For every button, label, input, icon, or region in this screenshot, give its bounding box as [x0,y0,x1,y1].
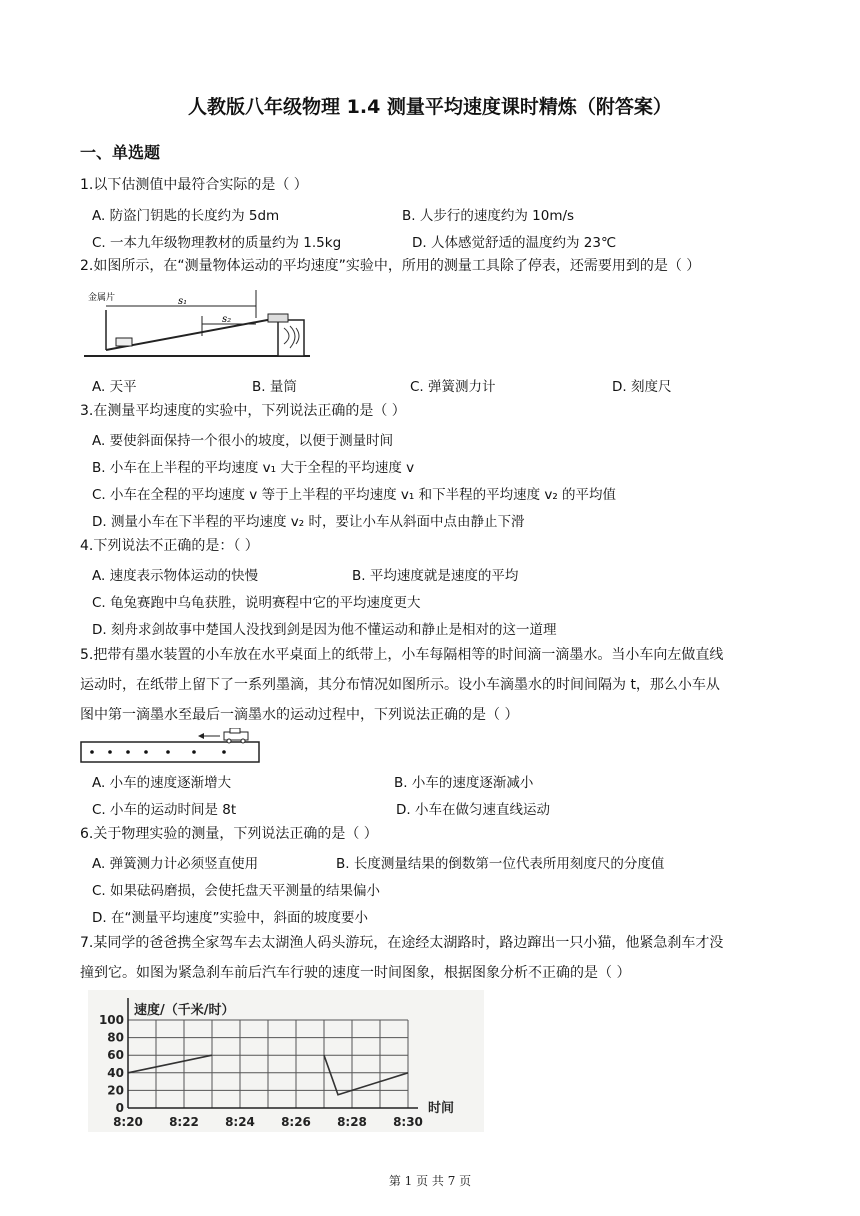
x-tick-label: 8:22 [169,1115,199,1129]
question-4-option-b: B. 平均速度就是速度的平均 [352,568,519,584]
question-5-stem-line-1: 5.把带有墨水装置的小车放在水平桌面上的纸带上，小车每隔相等的时间滴一滴墨水。当小车向左做直线 [80,647,724,663]
y-tick-label: 100 [98,1013,124,1027]
page-footer: 第 1 页 共 7 页 [388,1174,472,1188]
incline-experiment-figure [82,284,312,362]
question-7-stem-line-2: 撞到它。如图为紧急刹车前后汽车行驶的速度一时间图象，根据图象分析不正确的是（ ） [80,965,631,981]
question-5-option-c: C. 小车的运动时间是 8t [92,802,237,818]
page-title: 人教版八年级物理 1.4 测量平均速度课时精炼（附答案） [188,96,672,118]
question-1-option-b: B. 人步行的速度约为 10m/s [402,208,575,224]
x-tick-label: 8:24 [225,1115,255,1129]
y-tick-label: 0 [115,1101,124,1115]
question-5-stem [80,640,790,730]
question-6-option-c: C. 如果砝码磨损，会使托盘天平测量的结果偏小 [92,883,381,899]
question-2-stem: 2.如图所示，在“测量物体运动的平均速度”实验中，所用的测量工具除了停表，还需要用到的是（ ） [80,258,701,274]
question-2-option-a: A. 天平 [92,379,137,395]
y-tick-label: 80 [107,1030,124,1045]
question-4-option-a: A. 速度表示物体运动的快慢 [92,568,259,584]
question-6-option-a: A. 弹簧测力计必须竖直使用 [92,856,259,872]
question-7-stem [80,928,790,988]
question-1-option-c: C. 一本九年级物理教材的质量约为 1.5kg [92,235,342,251]
question-5-option-d: D. 小车在做匀速直线运动 [396,802,550,818]
question-5-option-b: B. 小车的速度逐渐减小 [394,775,534,791]
question-1-stem: 1.以下估测值中最符合实际的是（ ） [80,177,308,193]
question-6-option-b: B. 长度测量结果的倒数第一位代表所用刻度尺的分度值 [336,856,665,872]
x-tick-label: 8:28 [337,1115,367,1129]
section-heading: 一、单选题 [80,143,161,162]
question-5-stem-line-2: 运动时，在纸带上留下了一系列墨滴，其分布情况如图所示。设小车滴墨水的时间间隔为 t，那么小车从 [80,677,720,693]
x-tick-label: 8:26 [281,1115,311,1129]
y-tick-label: 60 [107,1048,124,1063]
x-tick-label: 8:20 [113,1115,143,1129]
question-5-option-a: A. 小车的速度逐渐增大 [92,775,232,791]
s1-label: s₁ [178,296,188,307]
question-4-option-c: C. 龟兔赛跑中乌龟获胜，说明赛程中它的平均速度更大 [92,595,421,611]
question-6-option-d: D. 在“测量平均速度”实验中，斜面的坡度要小 [92,910,368,926]
y-tick-label: 40 [107,1065,124,1080]
speed-time-chart [88,990,484,1132]
question-2-option-d: D. 刻度尺 [612,379,672,395]
metal-plate-label: 金属片 [88,293,116,303]
question-2-option-b: B. 量筒 [252,379,297,395]
question-7-stem-line-1: 7.某同学的爸爸携全家驾车去太湖渔人码头游玩，在途经太湖路时，路边蹿出一只小猫，他紧急刹车才没 [80,935,724,951]
question-3-option-c: C. 小车在全程的平均速度 v 等于上半程的平均速度 v₁ 和下半程的平均速度 v₂ 的平均值 [92,487,617,503]
question-3-stem: 3.在测量平均速度的实验中，下列说法正确的是（ ） [80,403,406,419]
ink-tape-figure [80,728,262,766]
question-4-option-d: D. 刻舟求剑故事中楚国人没找到剑是因为他不懂运动和静止是相对的这一道理 [92,622,557,638]
question-2-option-c: C. 弹簧测力计 [410,379,496,395]
question-3-option-a: A. 要使斜面保持一个很小的坡度，以便于测量时间 [92,433,394,449]
x-tick-label: 8:30 [393,1115,423,1129]
question-1-option-a: A. 防盗门钥匙的长度约为 5dm [92,208,280,224]
y-tick-label: 20 [107,1083,124,1098]
x-axis-label: 时间 [428,1101,455,1116]
question-4-stem: 4.下列说法不正确的是：（ ） [80,538,259,554]
y-axis-label: 速度/（千米/时） [134,1003,235,1018]
question-6-stem: 6.关于物理实验的测量，下列说法正确的是（ ） [80,826,378,842]
question-3-option-d: D. 测量小车在下半程的平均速度 v₂ 时，要让小车从斜面中点由静止下滑 [92,514,525,530]
question-3-option-b: B. 小车在上半程的平均速度 v₁ 大于全程的平均速度 v [92,460,415,476]
question-5-stem-line-3: 图中第一滴墨水至最后一滴墨水的运动过程中，下列说法正确的是（ ） [80,707,519,723]
question-1-option-d: D. 人体感觉舒适的温度约为 23℃ [412,235,617,251]
s2-label: s₂ [222,314,232,325]
